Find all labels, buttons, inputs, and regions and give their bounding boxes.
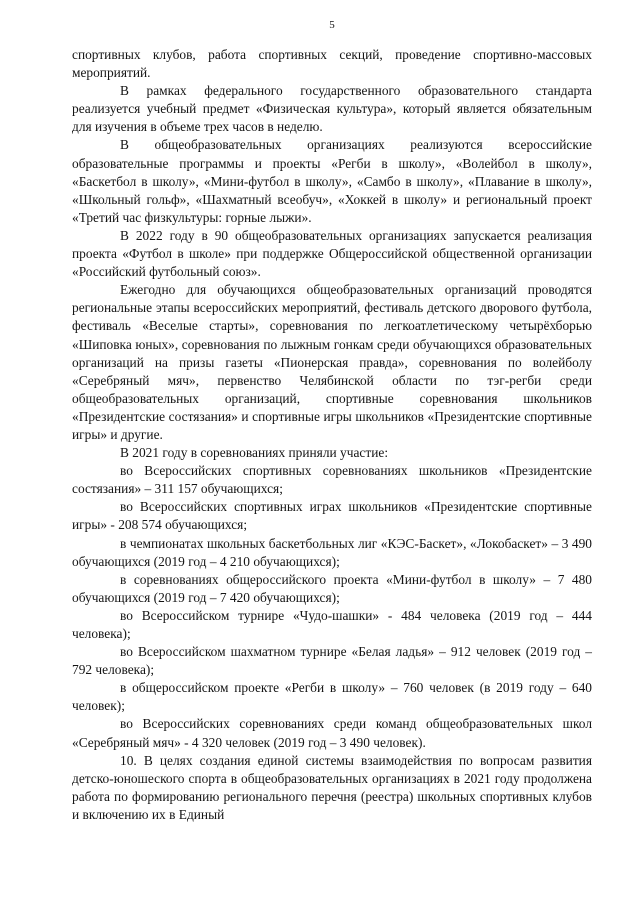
list-item-chess: во Всероссийском шахматном турнире «Белая ладья» – 912 человек (2019 год – 792 человека); (72, 644, 592, 678)
paragraph-annual-events: Ежегодно для обучающихся общеобразовательных организаций проводятся региональные этапы всероссийских мероприятий, фестиваль детского дворового футбола, фестиваль «Веселые старты», соревнования по легкоатлетическому четырёхборью «Шиповка юных», соревнования по лыжным гонкам среди обучающихся образовательных организаций на призы газеты «Пионерская правда», соревнования по волейболу «Серебряный мяч», первенство Челябинской области по тэг-регби среди общеобразовательных организаций, спортивные соревнования школьников «Президентские состязания» и спортивные игры школьников «Президентские спортивные игры» и другие. (72, 282, 592, 442)
paragraph-section-10: 10. В целях создания единой системы взаимодействия по вопросам развития детско-юношеского спорта в общеобразовательных организациях в 2021 году продолжена работа по формированию регионального перечня (реестра) школьных спортивных клубов и включению их в Единый (72, 752, 592, 822)
list-item-checkers: во Всероссийском турнире «Чудо-шашки» - 484 человека (2019 год – 444 человека); (72, 607, 592, 641)
paragraph-continuation: спортивных клубов, работа спортивных секций, проведение спортивно-массовых мероприятий. (72, 47, 592, 81)
list-item-basketball: в чемпионатах школьных баскетбольных лиг «КЭС-Баскет», «Локобаскет» – 3 490 обучающихся (2019 год – 4 210 обучающихся); (72, 535, 592, 569)
list-item-presidential-contests: во Всероссийских спортивных соревнованиях школьников «Президентские состязания» – 311 157 обучающихся; (72, 463, 592, 497)
list-item-presidential-games: во Всероссийских спортивных играх школьников «Президентские спортивные игры» - 208 574 обучающихся; (72, 499, 592, 533)
list-item-mini-football: в соревнованиях общероссийского проекта «Мини-футбол в школу» – 7 480 обучающихся (2019 год – 7 420 обучающихся); (72, 571, 592, 605)
paragraph-2021-intro: В 2021 году в соревнованиях приняли участие: (120, 445, 389, 461)
list-item-rugby: в общероссийском проекте «Регби в школу» – 760 человек (в 2019 году – 640 человек); (72, 680, 592, 714)
paragraph-programs: В общеобразовательных организациях реализуются всероссийские образовательные программы и проекты «Регби в школу», «Волейбол в школу», «Баскетбол в школу», «Мини-футбол в школу», «Самбо в школу», «Плавание в школу», «Школьный гольф», «Шахматный всеобуч», «Хоккей в школу» и региональный проект «Третий час физкультуры: горные лыжи». (72, 137, 592, 225)
paragraph-fgos: В рамках федерального государственного образовательного стандарта реализуется учебный предмет «Физическая культура», который является обязательным для изучения в объеме трех часов в неделю. (72, 83, 592, 135)
page-number: 5 (329, 19, 335, 31)
list-item-silver-ball: во Всероссийских соревнованиях среди команд общеобразовательных школ «Серебряный мяч» - 4 320 человек (2019 год – 3 490 человек). (72, 716, 592, 750)
paragraph-football-2022: В 2022 году в 90 общеобразовательных организациях запускается реализация проекта «Футбол в школе» при поддержке Общероссийской общественной организации «Российский футбольный союз». (72, 227, 592, 280)
